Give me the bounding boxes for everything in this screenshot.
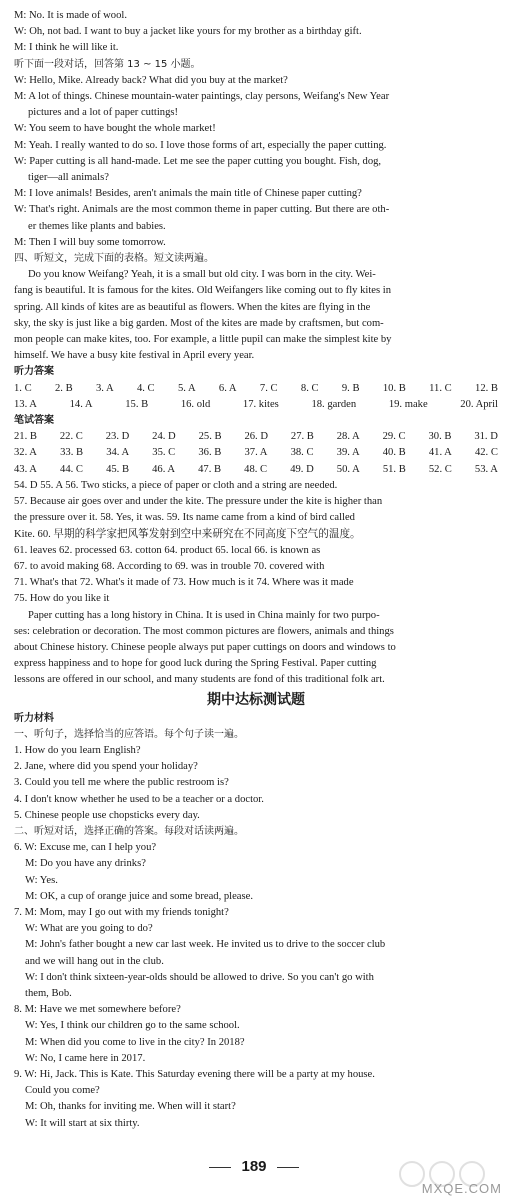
answer-item: 12. B [475,382,498,394]
text-line: 67. to avoid making 68. According to 69. was in trouble 70. covered with [14,560,325,572]
answer-item: 20. April [460,398,498,410]
answer-row [14,381,498,397]
watermark-text: MXQE.COM [421,1181,502,1196]
answer-item: 3. A [95,382,114,394]
text-line: 75. How do you like it [14,593,110,605]
answer-item: 7. C [259,382,278,394]
text-line: W: What are you going to do? [25,923,153,935]
text-line: M: No. It is made of wool. [14,10,127,21]
answer-item: 29. C [382,431,406,443]
answer-item: 42. C [474,447,498,459]
text-line: 4. I don't know whether he used to be a teacher or a doctor. [14,793,264,805]
text-line: 5. Chinese people use chopsticks every day. [14,809,200,821]
answer-item: 9. B [341,382,360,394]
text-line: spring. All kinds of kites are as beautiful as flowers. When the kites are flying in the [14,301,371,313]
text-line: M: Yeah. I really wanted to do so. I love those forms of art, especially the paper cutting. [14,139,387,151]
text-line: about Chinese history. Chinese people always put paper cuttings on doors and windows to [14,641,396,653]
text-line: M: Do you have any drinks? [25,858,146,870]
text-line: 61. leaves 62. processed 63. cotton 64. product 65. local 66. is known as [14,544,321,556]
answer-item: 52. C [428,463,452,475]
answer-item: 2. B [54,382,73,394]
answer-item: 10. B [382,382,406,394]
answer-item: 16. old [180,398,211,410]
text-line: 71. What's that 72. What's it made of 73. How much is it 74. Where was it made [14,577,354,589]
answer-item: 41. A [428,447,452,459]
answer-item: 49. D [290,463,314,475]
text-line: pictures and a lot of paper cuttings! [28,107,179,119]
answer-row [14,462,498,478]
text-line: W: Oh, not bad. I want to buy a jacket like yours for my brother as a birthday gift. [14,26,362,38]
answer-item: 43. A [14,463,37,475]
text-line: himself. We have a busy kite festival in April every year. [14,350,255,362]
answer-item: 5. A [177,382,196,394]
text-line: W: Yes, I think our children go to the same school. [25,1020,240,1032]
answer-item: 47. B [198,463,222,475]
text-line: 7. M: Mom, may I go out with my friends tonight? [14,906,229,918]
written-answers [14,429,498,478]
text-line: er themes like plants and babies. [28,220,166,232]
answer-item: 38. C [290,447,314,459]
text-line: 四、听短文，完成下面的表格。短文读两遍。 [14,253,214,265]
text-line: W: I don't think sixteen-year-olds should be allowed to drive. So you can't go with [25,971,374,983]
answer-item: 4. C [136,382,155,394]
text-line: W: Yes. [25,874,58,886]
answer-page [14,8,498,1132]
text-line: them, Bob. [25,987,72,999]
text-line: express happiness and to hope for good luck during the Spring Festival. Paper cutting [14,658,377,670]
answer-item: 6. A [218,382,237,394]
text-line: sky, the sky is just like a big garden. Most of the kites are made by craftsmen, but com- [14,317,384,329]
answer-item: 33. B [60,447,84,459]
answer-item: 22. C [59,431,83,443]
text-line: 2. Jane, where did you spend your holiday? [14,761,198,773]
answer-item: 34. A [106,447,130,459]
answer-item: 31. D [474,431,498,443]
answer-item: 25. B [198,431,222,443]
text-line: M: Oh, thanks for inviting me. When will it start? [25,1101,236,1113]
text-line: 听力材料 [14,712,54,724]
text-line: 听下面一段对话，回答第 13 ~ 15 小题。 [14,58,201,70]
text-line: W: No, I came here in 2017. [25,1052,146,1064]
text-line: W: That's right. Animals are the most common theme in paper cutting. But there are oth- [14,204,390,216]
answer-item: 40. B [382,447,406,459]
answer-item: 39. A [336,447,360,459]
written-answers-heading: 笔试答案 [14,415,54,427]
text-line: Kite. 60. 早期的科学家把风筝发射到空中来研究在不同高度下空气的温度。 [14,528,361,540]
page-number: 189 [0,1158,508,1175]
text-line: 8. M: Have we met somewhere before? [14,1004,181,1016]
answer-item: 27. B [290,431,314,443]
section-title: 期中达标测试题 [207,691,305,708]
text-line: M: Then I will buy some tomorrow. [14,236,166,248]
dialogue-and-passage-section [14,8,498,381]
text-line: ses: celebration or decoration. The most common pictures are flowers, animals and things [14,625,394,637]
text-line: M: A lot of things. Chinese mountain-water paintings, clay persons, Weifang's New Year [14,91,390,103]
text-line: 1. How do you learn English? [14,744,141,756]
listening-material-section [14,711,498,1132]
text-line: W: Paper cutting is all hand-made. Let me see the paper cutting you bought. Fish, dog, [14,155,382,167]
answer-item: 21. B [14,431,37,443]
text-line: M: When did you come to live in the city? In 2018? [25,1036,245,1048]
answer-item: 51. B [382,463,406,475]
written-answers-continued [14,478,498,689]
text-line: mon people can make kites, too. For example, a little pupil can make the simplest kite by [14,334,392,346]
text-line: M: John's father bought a new car last week. He invited us to drive to the soccer club [25,939,386,951]
answer-item: 45. B [106,463,130,475]
answer-item: 46. A [152,463,176,475]
answer-item: 53. A [474,463,498,475]
answer-item: 18. garden [311,398,357,410]
answer-item: 32. A [14,447,37,459]
text-line: and we will hang out in the club. [25,955,164,967]
text-line: lessons are offered in our school, and many students are fond of this traditional folk art. [14,674,385,686]
text-line: Do you know Weifang? Yeah, it is a small but old city. I was born in the city. Wei- [28,269,376,281]
text-line: M: OK, a cup of orange juice and some bread, please. [25,890,253,902]
text-line: M: I love animals! Besides, aren't animals the main title of Chinese paper cutting? [14,188,362,200]
text-line: 3. Could you tell me where the public restroom is? [14,777,229,789]
answer-item: 13. A [14,398,37,410]
answer-item: 15. B [125,398,149,410]
answer-item: 37. A [244,447,268,459]
answer-item: 44. C [60,463,83,475]
text-line: 二、听短对话，选择正确的答案。每段对话读两遍。 [14,825,244,837]
answer-row [14,397,498,413]
answer-item: 36. B [198,447,222,459]
answer-item: 30. B [428,431,452,443]
answer-item: 17. kites [242,398,279,410]
answer-item: 11. C [429,382,452,394]
answer-item: 24. D [152,431,176,443]
text-line: W: Hello, Mike. Already back? What did you buy at the market? [14,74,288,86]
answer-item: 14. A [69,398,93,410]
text-line: Paper cutting has a long history in China. It is used in China mainly for two purpo- [28,609,380,621]
answer-item: 1. C [14,382,32,394]
text-line: W: You seem to have bought the whole market! [14,123,216,135]
answer-item: 50. A [336,463,360,475]
text-line: 9. W: Hi, Jack. This is Kate. This Saturday evening there will be a party at my house. [14,1069,375,1080]
answer-row [14,445,498,461]
answer-item: 19. make [388,398,428,410]
text-line: the pressure over it. 58. Yes, it was. 59. Its name came from a kind of bird called [14,512,355,524]
answer-item: 35. C [152,447,176,459]
text-line: M: I think he will like it. [14,42,119,54]
text-line: 57. Because air goes over and under the kite. The pressure under the kite is higher than [14,496,383,508]
answer-item: 23. D [105,431,130,443]
answer-item: 8. C [300,382,319,394]
text-line: Could you come? [25,1085,100,1097]
text-line: W: It will start at six thirty. [25,1117,140,1129]
listening-answers [14,381,498,413]
text-line: 6. W: Excuse me, can I help you? [14,842,157,854]
text-line: 54. D 55. A 56. Two sticks, a piece of paper or cloth and a string are needed. [14,479,338,491]
answer-item: 28. A [336,431,360,443]
answer-item: 48. C [244,463,268,475]
answer-row [14,429,498,445]
text-line: 听力答案 [14,366,54,378]
answer-item: 26. D [244,431,268,443]
text-line: fang is beautiful. It is famous for the kites. Old Weifangers like coming out to fly kites in [14,285,392,297]
text-line: tiger—all animals? [28,172,109,184]
text-line: 一、听句子，选择恰当的应答语。每个句子读一遍。 [14,728,244,740]
